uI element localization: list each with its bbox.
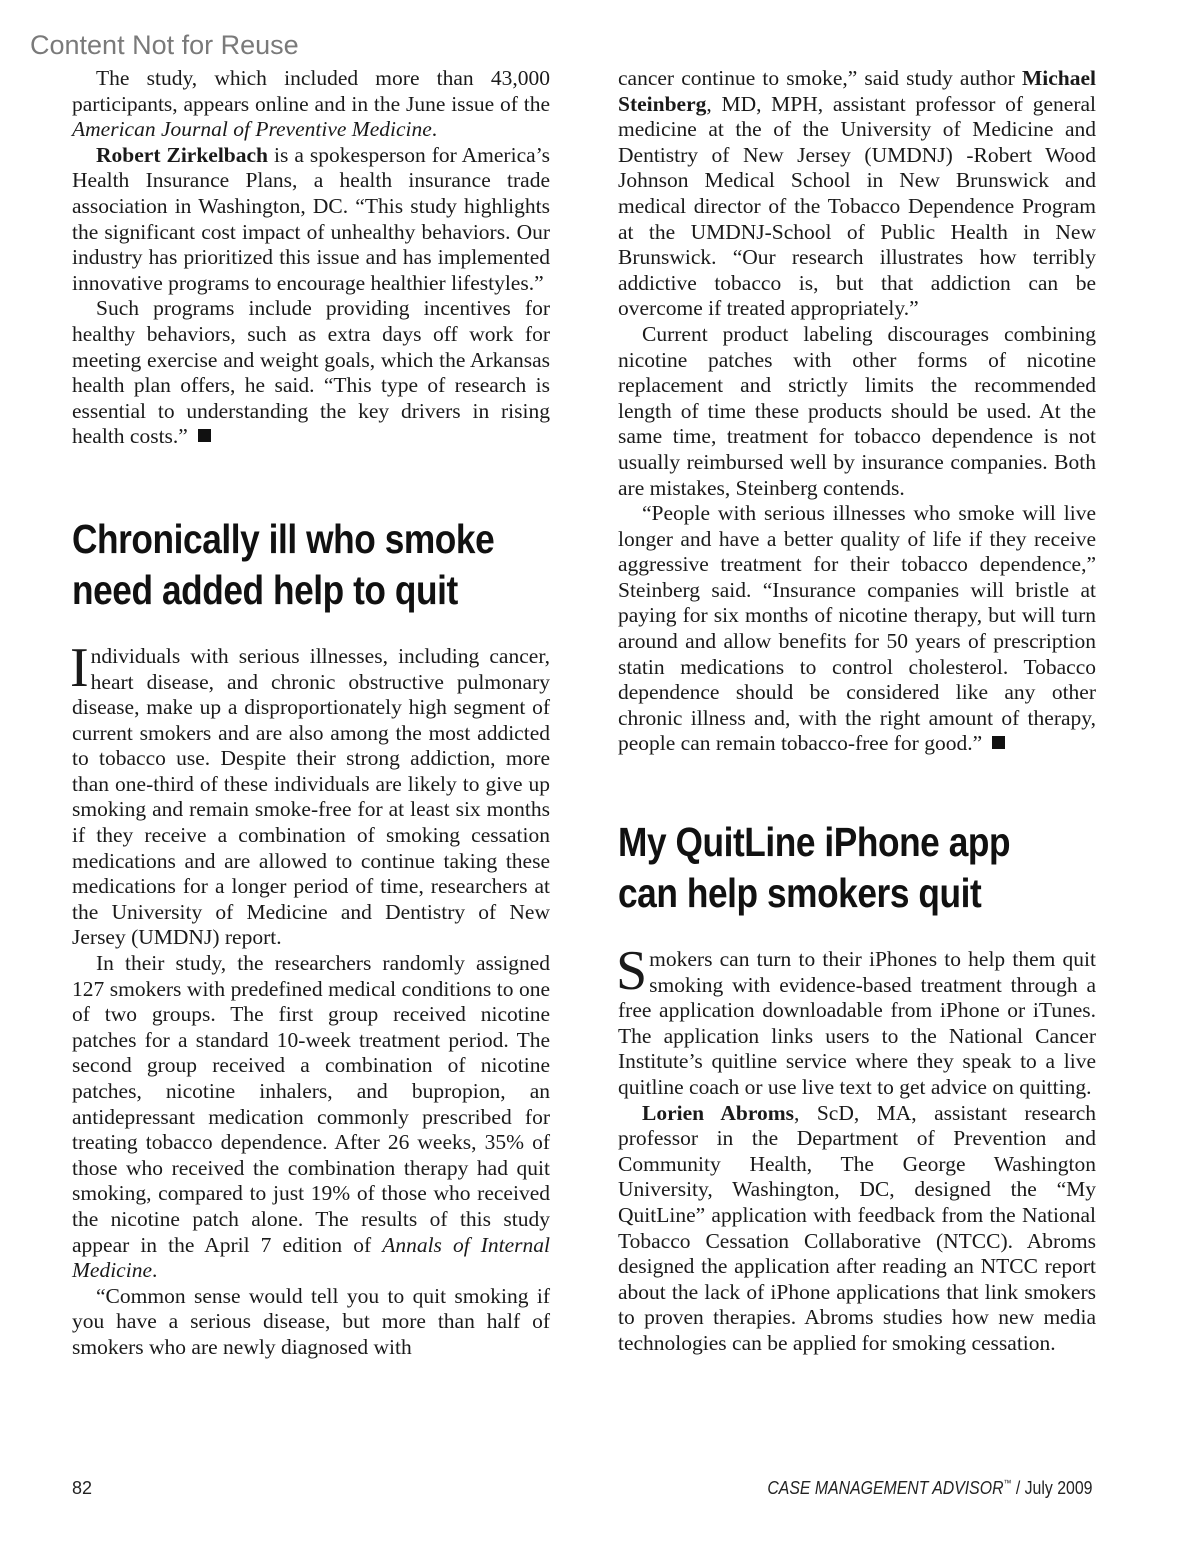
paragraph-steinberg: cancer continue to smoke,” said study author Michael Steinberg, MD, MPH, assistant professor of general medicine at the of the University of Medicine and Dentistry of New Jersey (UMDNJ) -Robert Wood Johnson Medical School in New Brunswick and medical director of the Tobacco Dependence Program at the UMDNJ-School of Public Health in New Brunswick. “Our research illustrates how terribly addictive tobacco is, but that addiction can be overcome if treated appropriately.” xyxy=(618,66,1096,321)
publication-masthead xyxy=(767,1478,1092,1499)
drop-cap: I xyxy=(70,636,89,699)
journal-title: American Journal of Preventive Medicine xyxy=(72,117,432,142)
headline-my-quitline xyxy=(618,817,1029,919)
left-column xyxy=(72,66,550,1361)
end-of-article-mark xyxy=(198,429,211,442)
person-name: Michael Steinberg xyxy=(618,66,1096,116)
paragraph-product-labeling: Current product labeling discourages combining nicotine patches with other forms of nicotine replacement and strictly limits the recommended length of time these products should be used. At the same time, treatment for tobacco dependence is not usually reimbursed well by insurance companies. Both are mistakes, Steinberg contends. xyxy=(618,321,1096,500)
headline-line: need added help to quit xyxy=(72,566,458,613)
paragraph-programs: Such programs include providing incentives for healthy behaviors, such as extra days off work for meeting exercise and weight goals, which the Arkansas health plan offers, he said. “This type of research is essential to understanding the key drivers in rising health costs.” xyxy=(72,296,550,449)
paragraph-study-design: In their study, the researchers randomly assigned 127 smokers with predefined medical conditions to one of two groups. The first group received nicotine patches for a standard 10-week treatment period. The second group received a combination of nicotine patches, nicotine inhalers, and bupropion, an antidepressant medication commonly prescribed for treating tobacco dependence. After 26 weeks, 35% of those who received the combination therapy had quit smoking, compared to just 19% of those who received the nicotine patch alone. The results of this study appear in the April 7 edition of Annals of Internal Medicine. xyxy=(72,951,550,1283)
end-of-article-mark xyxy=(992,736,1005,749)
headline-line: Chronically ill who smoke xyxy=(72,515,495,562)
paragraph-serious-illness-quote: “People with serious illnesses who smoke will live longer and have a better quality of life if they receive aggressive treatment for their tobacco dependence,” Steinberg said. “Insurance companies will bristle at paying for six months of nicotine therapy, but will turn around and allow benefits for 50 years of prescription statin medications to control cholesterol. Tobacco dependence should be considered like any other chronic illness and, with the right amount of therapy, people can remain tobacco-free for good.” xyxy=(618,501,1096,756)
watermark: Content Not for Reuse xyxy=(30,30,299,60)
drop-cap: S xyxy=(616,940,648,1003)
page-number: 82 xyxy=(72,1478,93,1498)
headline-line: can help smokers quit xyxy=(618,870,982,917)
paragraph-abroms: Lorien Abroms, ScD, MA, assistant research professor in the Department of Prevention and Community Health, The George Washington University, Washington, DC, designed the “My QuitLine” application with feedback from the National Tobacco Cessation Collaborative (NTCC). Abroms designed the application after reading an NTCC report about the lack of iPhone applications that link smokers to proven therapies. Abroms studies how new media technologies can be applied for smoking cessation. xyxy=(618,1100,1096,1355)
issue-date: / July 2009 xyxy=(1010,1478,1092,1498)
paragraph-article1-lead: Individuals with serious illnesses, including cancer, heart disease, and chronic obstructive pulmonary disease, make up a disproportionately high segment of current smokers and are also among the most addicted to tobacco use. Despite their strong addiction, more than one-third of these individuals are likely to give up smoking and remain smoke-free for at least six months if they receive a combination of smoking cessation medications and are allowed to continue taking these medications for a longer period of time, researchers at the University of Medicine and Dentistry of New Jersey (UMDNJ) report. xyxy=(70,636,550,950)
paragraph-zirkelbach: Robert Zirkelbach is a spokesperson for America’s Health Insurance Plans, a health insurance trade association in Washington, DC. “This study highlights the significant cost impact of unhealthy behaviors. Our industry has prioritized this issue and has implemented innovative programs to encourage healthier lifestyles.” xyxy=(72,142,550,295)
right-column xyxy=(618,66,1096,1357)
paragraph-article2-lead: Smokers can turn to their iPhones to help them quit smoking with evidence-based treatment through a free application downloadable from iPhone or iTunes. The application links users to the National Cancer Institute’s quitline service where they speak to a live quitline coach or use live text to get advice on quitting. xyxy=(616,940,1096,1099)
person-name: Lorien Abroms xyxy=(642,1100,795,1125)
person-name: Robert Zirkelbach xyxy=(96,142,269,167)
headline-line: My QuitLine iPhone app xyxy=(618,819,1011,866)
trademark-symbol: ™ xyxy=(1003,1478,1011,1488)
journal-title: Annals of Internal Medicine xyxy=(72,1232,550,1283)
paragraph-study-citation: The study, which included more than 43,000 participants, appears online and in the June issue of the American Journal of Preventive Medicine. xyxy=(72,66,550,142)
publication-name: CASE MANAGEMENT ADVISOR xyxy=(766,1478,1004,1498)
paragraph-common-sense-quote: “Common sense would tell you to quit smoking if you have a serious disease, but more than half of smokers who are newly diagnosed with xyxy=(72,1283,550,1359)
headline-chronically-ill xyxy=(72,514,495,616)
